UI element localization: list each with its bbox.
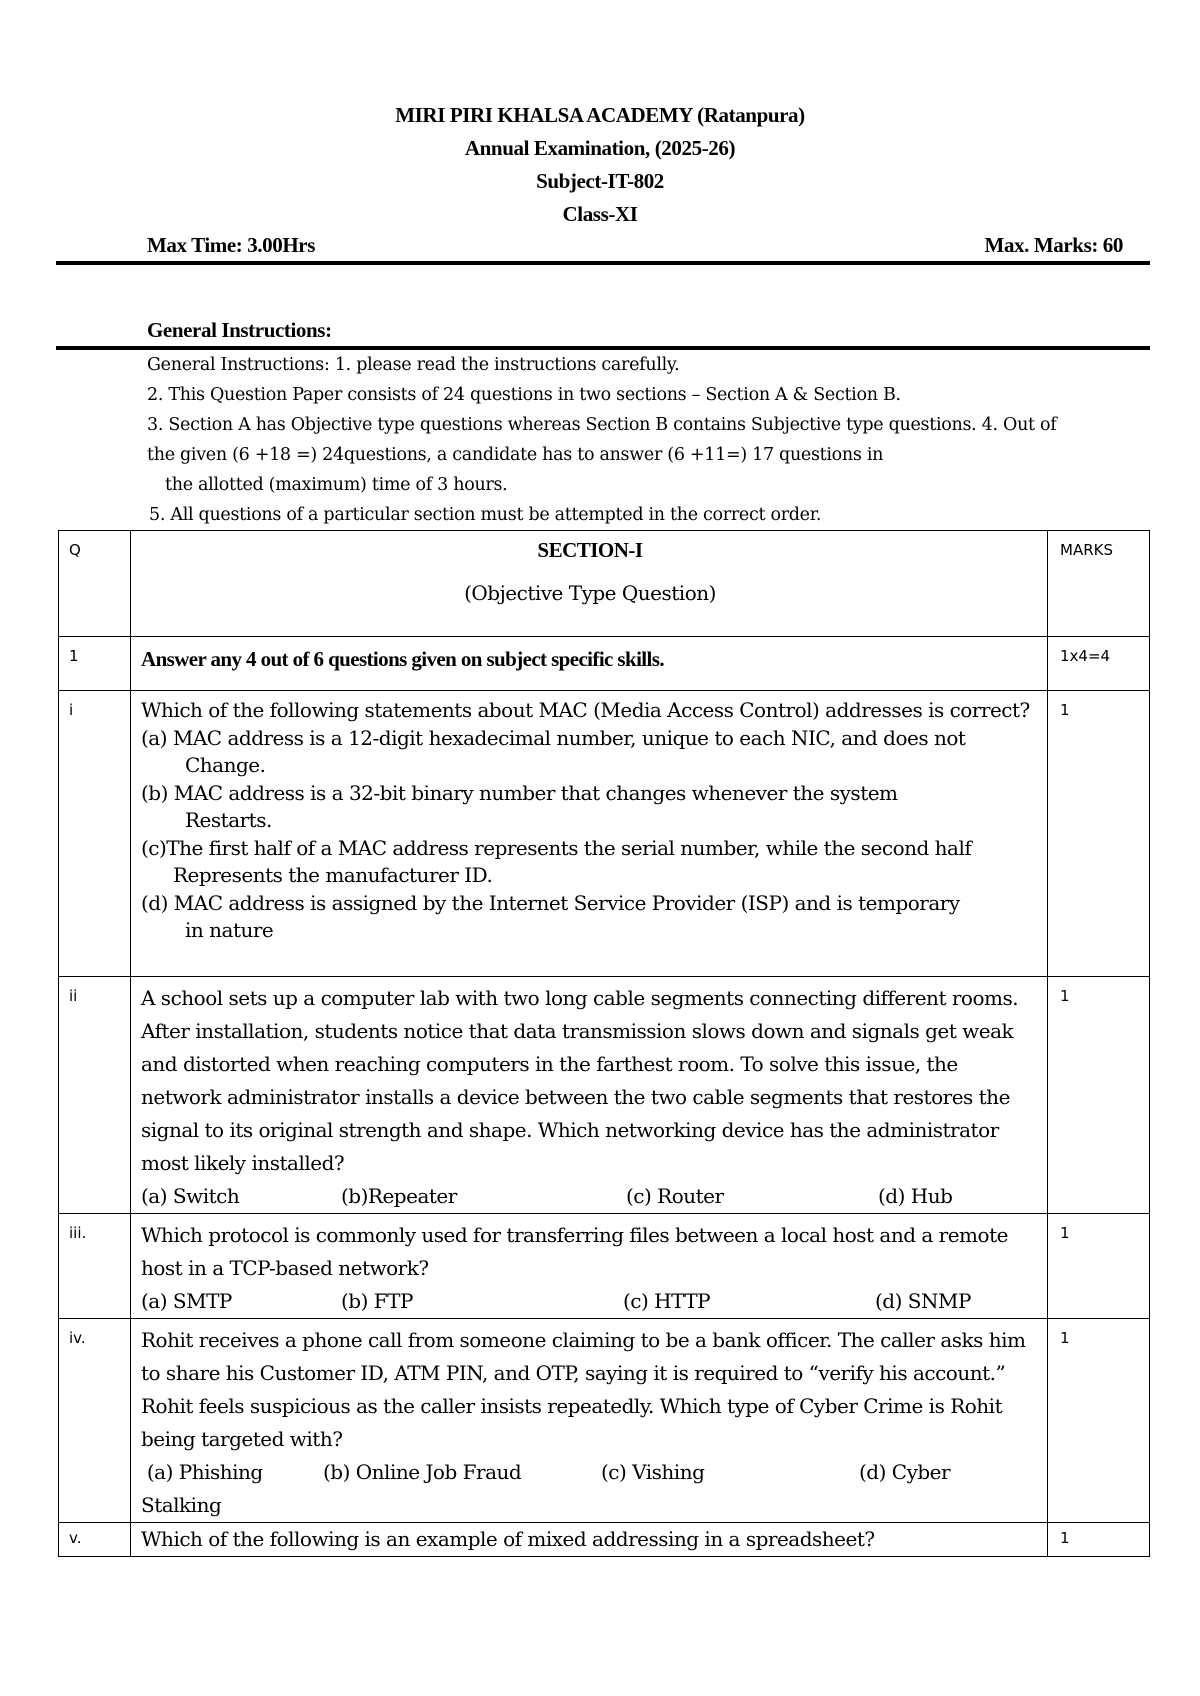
table-row — [59, 977, 1150, 1214]
table-row — [59, 1214, 1150, 1319]
q-column-header: Q — [59, 531, 131, 637]
table-row — [59, 1319, 1150, 1523]
option-d: (d) MAC address is assigned by the Internet Service Provider (ISP) and is temporary — [141, 891, 960, 915]
table-row — [59, 637, 1150, 691]
instruction-line: the allotted (maximum) time of 3 hours. — [165, 475, 508, 495]
option-a-cont: Change. — [185, 753, 266, 777]
option-c: (c) Vishing — [601, 1460, 705, 1484]
question-text: Rohit receives a phone call from someone claiming to be a bank officer. The caller asks him to share his Customer ID, ATM PIN, and OTP, saying it is required to “verify his account.” Rohit feels suspicious as the caller insists repeatedly. Which type of Cyber Crime is Rohit being targeted with? — [141, 1328, 1026, 1451]
question-number: iii. — [59, 1214, 131, 1319]
subject-line: Subject-IT-802 — [536, 169, 664, 193]
question-cell — [131, 637, 1048, 691]
option-a: (a) Phishing — [141, 1460, 263, 1484]
question-marks: 1x4=4 — [1048, 637, 1150, 691]
option-a: (a) SMTP — [141, 1289, 232, 1313]
question-cell — [131, 1523, 1048, 1557]
option-b: (b) FTP — [341, 1289, 413, 1313]
instructions-divider — [56, 346, 1150, 350]
question-table — [58, 530, 1150, 1557]
options-row — [141, 1456, 1039, 1489]
option-b: (b)Repeater — [341, 1184, 457, 1208]
question-text: Answer any 4 out of 6 questions given on subject specific skills. — [141, 647, 664, 671]
options-row — [141, 1285, 1039, 1318]
marks-column-header: MARKS — [1048, 531, 1150, 637]
section-subtitle: (Objective Type Question) — [464, 581, 716, 605]
table-header-row — [59, 531, 1150, 637]
question-cell — [131, 977, 1048, 1214]
option-c: (c) Router — [626, 1184, 724, 1208]
option-d: (d) Cyber — [859, 1460, 951, 1484]
section-header — [131, 531, 1048, 637]
header-divider — [56, 261, 1150, 265]
question-text: Which protocol is commonly used for transferring files between a local host and a remote host in a TCP-based network? — [141, 1223, 1008, 1280]
question-cell — [131, 1214, 1048, 1319]
question-marks: 1 — [1048, 1523, 1150, 1557]
question-cell — [131, 1319, 1048, 1523]
question-text: Which of the following statements about MAC (Media Access Control) addresses is correct? — [141, 698, 1030, 722]
option-c-cont: Represents the manufacturer ID. — [173, 863, 493, 887]
question-marks: 1 — [1048, 977, 1150, 1214]
option-c: (c)The first half of a MAC address represents the serial number, while the second half — [141, 836, 972, 860]
option-b-cont: Restarts. — [185, 808, 272, 832]
option-d-cont: Stalking — [141, 1493, 222, 1517]
instruction-line: 3. Section A has Objective type questions whereas Section B contains Subjective type questions. 4. Out of — [147, 415, 1057, 435]
section-title: SECTION-I — [537, 538, 643, 562]
option-b: (b) Online Job Fraud — [323, 1460, 522, 1484]
instruction-line: General Instructions: 1. please read the instructions carefully. — [147, 355, 680, 375]
instructions-title: General Instructions: — [147, 318, 332, 342]
table-row — [59, 691, 1150, 977]
question-marks: 1 — [1048, 1214, 1150, 1319]
class-line: Class-XI — [562, 202, 638, 226]
question-text: A school sets up a computer lab with two long cable segments connecting different rooms. After installation, students notice that data transmission slows down and signals get weak and distorted when reaching computers in the farthest room. To solve this issue, the network administrator installs a device between the two cable segments that restores the signal to its original strength and shape. Which networking device has the administrator most likely installed? — [141, 986, 1019, 1175]
school-name: MIRI PIRI KHALSA ACADEMY (Ratanpura) — [395, 103, 805, 127]
max-time: Max Time: 3.00Hrs — [147, 233, 315, 257]
instruction-line: 2. This Question Paper consists of 24 questions in two sections – Section A & Section B. — [147, 385, 901, 405]
option-b: (b) MAC address is a 32-bit binary number that changes whenever the system — [141, 781, 898, 805]
instruction-line: 5. All questions of a particular section must be attempted in the correct order. — [149, 505, 822, 525]
question-number: 1 — [59, 637, 131, 691]
question-cell — [131, 691, 1048, 977]
option-a: (a) MAC address is a 12-digit hexadecimal number, unique to each NIC, and does not — [141, 726, 966, 750]
question-marks: 1 — [1048, 1319, 1150, 1523]
question-marks: 1 — [1048, 691, 1150, 977]
options-row — [141, 1180, 1039, 1213]
option-d: (d) SNMP — [875, 1289, 971, 1313]
instruction-line: the given (6 +18 =) 24questions, a candidate has to answer (6 +11=) 17 questions in — [147, 445, 884, 465]
question-number: v. — [59, 1523, 131, 1557]
option-a: (a) Switch — [141, 1184, 240, 1208]
table-row — [59, 1523, 1150, 1557]
exam-title: Annual Examination, (2025-26) — [464, 136, 736, 160]
question-number: ii — [59, 977, 131, 1214]
question-number: iv. — [59, 1319, 131, 1523]
option-d-cont: in nature — [185, 918, 274, 942]
question-number: i — [59, 691, 131, 977]
question-text: Which of the following is an example of mixed addressing in a spreadsheet? — [141, 1527, 875, 1551]
option-d: (d) Hub — [878, 1184, 953, 1208]
option-c: (c) HTTP — [623, 1289, 711, 1313]
max-marks: Max. Marks: 60 — [984, 233, 1123, 257]
